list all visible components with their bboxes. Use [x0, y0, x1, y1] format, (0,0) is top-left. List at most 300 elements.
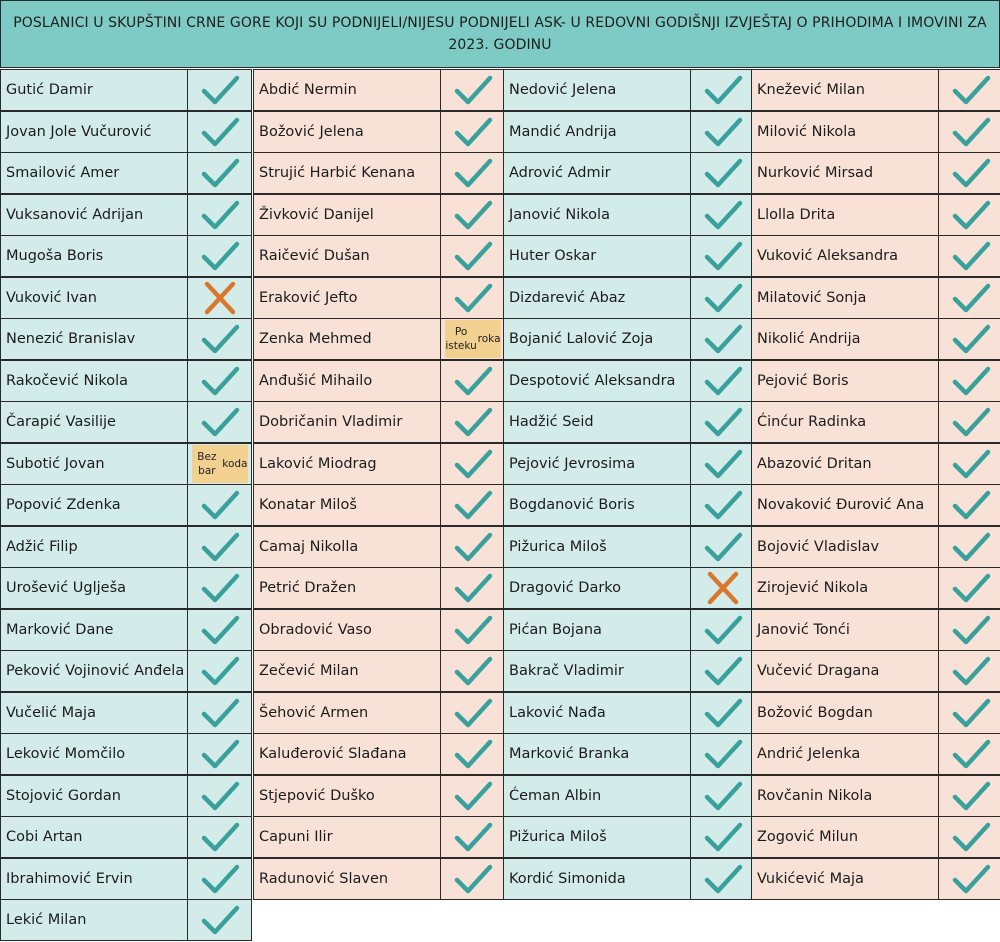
status-cell [188, 401, 252, 443]
check-icon [453, 73, 493, 107]
check-icon [453, 488, 493, 522]
status-cell [441, 858, 505, 900]
status-cell [939, 443, 1000, 485]
table-row [503, 401, 755, 443]
mp-name-cell: Mandić Andrija [503, 111, 691, 153]
check-icon [453, 654, 493, 688]
check-icon [951, 405, 991, 439]
mp-name-cell: Bakrač Vladimir [503, 650, 691, 692]
mp-name-cell: Janović Tonći [751, 609, 939, 651]
mp-name-cell: Marković Dane [0, 609, 188, 651]
table-row [751, 152, 1000, 194]
check-icon [703, 488, 743, 522]
check-icon [703, 73, 743, 107]
status-cell [188, 235, 252, 277]
check-icon [703, 198, 743, 232]
mp-name-cell: Peković Vojinović Anđela [0, 650, 188, 692]
table-row [0, 733, 252, 775]
status-note [192, 445, 248, 483]
mp-name-cell: Knežević Milan [751, 69, 939, 111]
status-cell [691, 360, 755, 402]
check-icon [453, 613, 493, 647]
mp-name-cell: Adžić Filip [0, 526, 188, 568]
check-icon [453, 364, 493, 398]
status-cell [188, 484, 252, 526]
status-cell [188, 194, 252, 236]
check-icon [951, 737, 991, 771]
table-row [253, 69, 505, 111]
mp-name-cell: Huter Oskar [503, 235, 691, 277]
status-cell [441, 277, 505, 319]
status-cell [691, 650, 755, 692]
mp-name-cell: Adrović Admir [503, 152, 691, 194]
table-row [751, 484, 1000, 526]
table-row [0, 692, 252, 734]
check-icon [453, 239, 493, 273]
table-row [751, 567, 1000, 609]
check-icon [951, 613, 991, 647]
mp-name-cell: Novaković Đurović Ana [751, 484, 939, 526]
status-cell [691, 111, 755, 153]
check-icon [951, 696, 991, 730]
table-row [0, 609, 252, 651]
status-cell [691, 692, 755, 734]
check-icon [200, 73, 240, 107]
check-icon [703, 862, 743, 896]
mp-name-cell: Rovčanin Nikola [751, 775, 939, 817]
status-note-line: koda [222, 457, 248, 470]
status-cell [188, 858, 252, 900]
table-row [253, 152, 505, 194]
cross-icon [200, 281, 240, 315]
mp-name-cell: Vukićević Maja [751, 858, 939, 900]
status-cell [691, 609, 755, 651]
mp-name-cell: Dobričanin Vladimir [253, 401, 441, 443]
mp-name-cell: Hadžić Seid [503, 401, 691, 443]
status-cell [691, 526, 755, 568]
status-cell [188, 733, 252, 775]
table-row [0, 194, 252, 236]
status-cell [691, 318, 755, 360]
status-cell [939, 318, 1000, 360]
status-cell [939, 609, 1000, 651]
check-icon [200, 862, 240, 896]
mp-name-cell: Zenka Mehmed [253, 318, 441, 360]
check-icon [951, 654, 991, 688]
mp-name-cell: Anđušić Mihailo [253, 360, 441, 402]
table-row [503, 111, 755, 153]
status-cell [939, 152, 1000, 194]
mp-name-cell: Strujić Harbić Kenana [253, 152, 441, 194]
table-row [503, 69, 755, 111]
cross-icon [703, 571, 743, 605]
check-icon [703, 447, 743, 481]
check-icon [951, 571, 991, 605]
status-cell [939, 816, 1000, 858]
mp-name-cell: Vučević Dragana [751, 650, 939, 692]
check-icon [951, 156, 991, 190]
table-row [751, 277, 1000, 319]
mp-name-cell: Laković Nađa [503, 692, 691, 734]
status-cell [691, 401, 755, 443]
check-icon [453, 198, 493, 232]
table-row [253, 775, 505, 817]
status-cell [939, 567, 1000, 609]
mp-name-cell: Capuni Ilir [253, 816, 441, 858]
table-row [503, 692, 755, 734]
check-icon [703, 322, 743, 356]
mp-name-cell: Subotić Jovan [0, 443, 188, 485]
table-row [503, 277, 755, 319]
mp-name-cell: Milović Nikola [751, 111, 939, 153]
check-icon [951, 281, 991, 315]
check-icon [703, 737, 743, 771]
status-cell [441, 816, 505, 858]
check-icon [703, 364, 743, 398]
check-icon [200, 488, 240, 522]
mp-name-cell: Konatar Miloš [253, 484, 441, 526]
table-row [751, 816, 1000, 858]
table-row [0, 816, 252, 858]
check-icon [200, 571, 240, 605]
table-row [503, 360, 755, 402]
table-row [751, 650, 1000, 692]
mp-name-cell: Mugoša Boris [0, 235, 188, 277]
check-icon [200, 820, 240, 854]
status-cell [939, 360, 1000, 402]
mp-name-cell: Zirojević Nikola [751, 567, 939, 609]
status-cell [691, 567, 755, 609]
status-cell [188, 692, 252, 734]
check-icon [951, 488, 991, 522]
mp-name-cell: Leković Momčilo [0, 733, 188, 775]
table-row [503, 609, 755, 651]
table-row [503, 152, 755, 194]
check-icon [200, 115, 240, 149]
table-row [751, 858, 1000, 900]
check-icon [200, 364, 240, 398]
check-icon [703, 530, 743, 564]
table-row [751, 526, 1000, 568]
mp-name-cell: Raičević Dušan [253, 235, 441, 277]
check-icon [951, 364, 991, 398]
mp-name-cell: Jovan Jole Vučurović [0, 111, 188, 153]
mp-name-cell: Vuković Aleksandra [751, 235, 939, 277]
table-row [0, 235, 252, 277]
mp-name-cell: Pižurica Miloš [503, 526, 691, 568]
status-cell [188, 567, 252, 609]
mp-name-cell: Urošević Uglješa [0, 567, 188, 609]
mp-name-cell: Zečević Milan [253, 650, 441, 692]
status-cell [441, 609, 505, 651]
check-icon [951, 239, 991, 273]
check-icon [200, 530, 240, 564]
table-row [751, 194, 1000, 236]
status-cell [188, 111, 252, 153]
status-cell [188, 152, 252, 194]
mp-name-cell: Rakočević Nikola [0, 360, 188, 402]
mp-name-cell: Obradović Vaso [253, 609, 441, 651]
status-cell [939, 277, 1000, 319]
mp-name-cell: Pićan Bojana [503, 609, 691, 651]
check-icon [703, 613, 743, 647]
table-row [253, 401, 505, 443]
mp-name-cell: Dragović Darko [503, 567, 691, 609]
status-cell [188, 899, 252, 941]
status-cell [441, 733, 505, 775]
table-row [0, 443, 252, 485]
check-icon [453, 530, 493, 564]
check-icon [951, 530, 991, 564]
table-row [751, 401, 1000, 443]
status-note-line: Po isteku [445, 326, 477, 352]
check-icon [951, 779, 991, 813]
status-cell [441, 650, 505, 692]
status-cell [691, 194, 755, 236]
check-icon [200, 903, 240, 937]
status-cell [939, 69, 1000, 111]
mp-name-cell: Ćinćur Radinka [751, 401, 939, 443]
status-cell [441, 401, 505, 443]
table-row [253, 650, 505, 692]
status-cell [939, 733, 1000, 775]
status-cell [441, 194, 505, 236]
check-icon [200, 322, 240, 356]
table-row [253, 111, 505, 153]
status-cell [939, 111, 1000, 153]
table-row [0, 401, 252, 443]
status-cell [691, 443, 755, 485]
status-note-line: roka [477, 333, 501, 345]
status-cell [939, 526, 1000, 568]
status-cell [188, 775, 252, 817]
table-row [0, 277, 252, 319]
table-row [253, 526, 505, 568]
check-icon [200, 405, 240, 439]
check-icon [703, 156, 743, 190]
mp-name-cell: Stojović Gordan [0, 775, 188, 817]
check-icon [453, 156, 493, 190]
check-icon [453, 862, 493, 896]
status-cell [939, 692, 1000, 734]
table-row [503, 526, 755, 568]
status-cell [441, 692, 505, 734]
mp-name-cell: Vučelić Maja [0, 692, 188, 734]
table-row [503, 816, 755, 858]
status-cell [939, 858, 1000, 900]
mp-name-cell: Marković Branka [503, 733, 691, 775]
table-row [253, 277, 505, 319]
table-row [0, 899, 252, 941]
table-row [253, 484, 505, 526]
status-cell [691, 484, 755, 526]
table-row [751, 318, 1000, 360]
mp-name-cell: Laković Miodrag [253, 443, 441, 485]
table-row [253, 567, 505, 609]
status-cell [188, 360, 252, 402]
status-cell [441, 526, 505, 568]
status-cell [939, 401, 1000, 443]
table-row [253, 318, 505, 360]
table-row [253, 235, 505, 277]
table-row [253, 609, 505, 651]
table-row [503, 733, 755, 775]
check-icon [200, 737, 240, 771]
check-icon [200, 239, 240, 273]
table-row [0, 567, 252, 609]
status-cell [691, 277, 755, 319]
table-row [503, 775, 755, 817]
table-row [0, 650, 252, 692]
table-row [0, 775, 252, 817]
mp-name-cell: Božović Jelena [253, 111, 441, 153]
mp-name-cell: Božović Bogdan [751, 692, 939, 734]
status-cell [441, 775, 505, 817]
check-icon [453, 447, 493, 481]
mp-name-cell: Nedović Jelena [503, 69, 691, 111]
mp-declarations-table [0, 69, 1000, 942]
mp-name-cell: Šehović Armen [253, 692, 441, 734]
mp-name-cell: Dizdarević Abaz [503, 277, 691, 319]
mp-name-cell: Bogdanović Boris [503, 484, 691, 526]
status-cell [188, 609, 252, 651]
table-row [0, 318, 252, 360]
status-cell [441, 235, 505, 277]
table-row [0, 858, 252, 900]
mp-name-cell: Ibrahimović Ervin [0, 858, 188, 900]
mp-name-cell: Abazović Dritan [751, 443, 939, 485]
check-icon [453, 779, 493, 813]
status-cell [441, 360, 505, 402]
mp-name-cell: Pižurica Miloš [503, 816, 691, 858]
table-row [253, 443, 505, 485]
mp-name-cell: Janović Nikola [503, 194, 691, 236]
mp-name-cell: Popović Zdenka [0, 484, 188, 526]
check-icon [951, 447, 991, 481]
mp-name-cell: Cobi Artan [0, 816, 188, 858]
table-row [503, 858, 755, 900]
table-row [751, 111, 1000, 153]
mp-name-cell: Petrić Dražen [253, 567, 441, 609]
check-icon [703, 115, 743, 149]
mp-name-cell: Bojanić Lalović Zoja [503, 318, 691, 360]
status-cell [188, 69, 252, 111]
mp-name-cell: Abdić Nermin [253, 69, 441, 111]
mp-name-cell: Eraković Jefto [253, 277, 441, 319]
status-cell [939, 650, 1000, 692]
check-icon [703, 239, 743, 273]
status-cell [691, 733, 755, 775]
mp-name-cell: Despotović Aleksandra [503, 360, 691, 402]
mp-name-cell: Nurković Mirsad [751, 152, 939, 194]
status-cell [691, 775, 755, 817]
check-icon [453, 737, 493, 771]
status-cell [441, 484, 505, 526]
table-row [503, 318, 755, 360]
status-cell [691, 816, 755, 858]
mp-name-cell: Kaluđerović Slađana [253, 733, 441, 775]
status-cell [188, 443, 252, 485]
status-cell [188, 277, 252, 319]
table-row [751, 69, 1000, 111]
mp-name-cell: Radunović Slaven [253, 858, 441, 900]
check-icon [703, 281, 743, 315]
mp-name-cell: Llolla Drita [751, 194, 939, 236]
mp-name-cell: Vuković Ivan [0, 277, 188, 319]
status-cell [441, 318, 505, 360]
mp-name-cell: Pejović Boris [751, 360, 939, 402]
check-icon [703, 654, 743, 688]
check-icon [453, 281, 493, 315]
table-row [253, 816, 505, 858]
check-icon [703, 779, 743, 813]
table-row [253, 692, 505, 734]
status-note-line: Bez bar [197, 450, 217, 477]
table-row [751, 692, 1000, 734]
status-cell [441, 111, 505, 153]
mp-name-cell: Vuksanović Adrijan [0, 194, 188, 236]
status-cell [441, 152, 505, 194]
mp-name-cell: Lekić Milan [0, 899, 188, 941]
status-cell [691, 69, 755, 111]
status-cell [441, 69, 505, 111]
table-row [751, 733, 1000, 775]
table-row [253, 360, 505, 402]
mp-name-cell: Živković Danijel [253, 194, 441, 236]
mp-name-cell: Gutić Damir [0, 69, 188, 111]
mp-name-cell: Nenezić Branislav [0, 318, 188, 360]
mp-name-cell: Zogović Milun [751, 816, 939, 858]
check-icon [453, 696, 493, 730]
mp-name-cell: Ćeman Albin [503, 775, 691, 817]
check-icon [951, 322, 991, 356]
check-icon [200, 613, 240, 647]
status-note [445, 320, 501, 358]
check-icon [200, 654, 240, 688]
table-row [503, 650, 755, 692]
table-header [0, 0, 1000, 68]
status-cell [441, 567, 505, 609]
mp-name-cell: Čarapić Vasilije [0, 401, 188, 443]
mp-name-cell: Camaj Nikolla [253, 526, 441, 568]
mp-name-cell: Pejović Jevrosima [503, 443, 691, 485]
table-row [751, 775, 1000, 817]
check-icon [453, 115, 493, 149]
table-row [751, 609, 1000, 651]
check-icon [200, 696, 240, 730]
check-icon [453, 405, 493, 439]
table-row [0, 360, 252, 402]
table-row [751, 443, 1000, 485]
status-cell [441, 443, 505, 485]
table-row [253, 733, 505, 775]
mp-name-cell: Milatović Sonja [751, 277, 939, 319]
mp-name-cell: Kordić Simonida [503, 858, 691, 900]
mp-name-cell: Smailović Amer [0, 152, 188, 194]
check-icon [951, 198, 991, 232]
check-icon [453, 571, 493, 605]
status-cell [188, 526, 252, 568]
mp-name-cell: Bojović Vladislav [751, 526, 939, 568]
table-row [503, 484, 755, 526]
check-icon [951, 862, 991, 896]
status-cell [691, 152, 755, 194]
check-icon [703, 696, 743, 730]
mp-name-cell: Stjepović Duško [253, 775, 441, 817]
check-icon [200, 156, 240, 190]
check-icon [951, 820, 991, 854]
status-cell [939, 235, 1000, 277]
